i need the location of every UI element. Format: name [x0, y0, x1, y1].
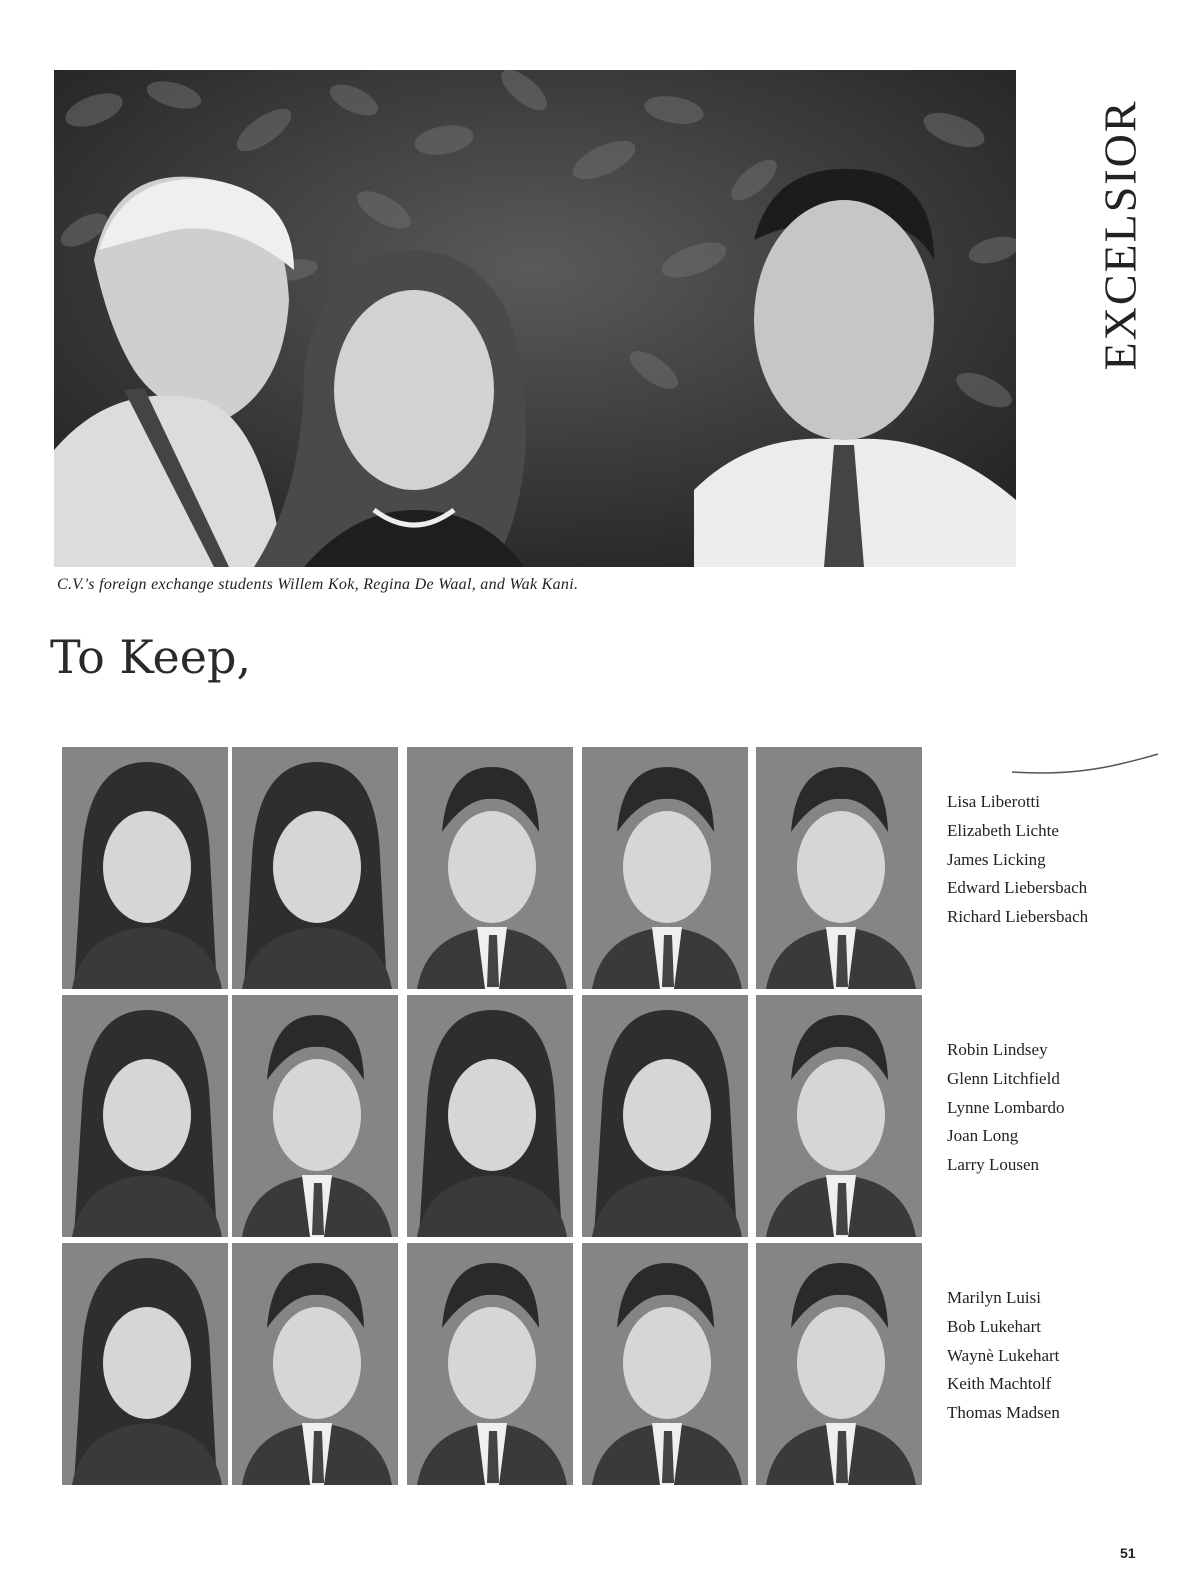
student-portrait: [232, 747, 398, 989]
student-name: Robin Lindsey: [947, 1040, 1048, 1059]
student-portrait: [62, 1243, 228, 1485]
student-name: Waynè Lukehart: [947, 1345, 1060, 1365]
student-name: Edward Liebersbach: [947, 878, 1088, 898]
student-name: Lisa Liberotti: [947, 792, 1041, 811]
student-portrait: [582, 995, 748, 1237]
student-name: Richard Liebersbach: [947, 907, 1089, 927]
student-name: Glenn Litchfield: [947, 1068, 1060, 1088]
student-portrait: [232, 995, 398, 1237]
student-name: Larry Lousen: [947, 1155, 1040, 1175]
student-portrait: [582, 1243, 748, 1485]
student-portrait: [756, 995, 922, 1237]
student-name: James Licking: [947, 849, 1046, 869]
names-group-1: [947, 788, 1088, 932]
student-portrait: [582, 747, 748, 989]
portrait-grid: [62, 747, 924, 1485]
student-name: Marilyn Luisi: [947, 1288, 1041, 1307]
photo-caption: C.V.'s foreign exchange students Willem Kok, Regina De Waal, and Wak Kani.: [57, 576, 579, 593]
side-title: EXCELSIOR: [1094, 99, 1146, 371]
page-heading: To Keep,: [50, 630, 252, 684]
student-name: Lynne Lombardo: [947, 1097, 1065, 1117]
names-group-2: [947, 1036, 1065, 1180]
student-name: Thomas Madsen: [947, 1403, 1060, 1423]
student-portrait: [756, 1243, 922, 1485]
names-group-3: [947, 1284, 1060, 1428]
student-portrait: [407, 1243, 573, 1485]
student-portrait: [407, 995, 573, 1237]
exchange-students-photo: [54, 70, 1016, 567]
student-name: Joan Long: [947, 1126, 1019, 1146]
student-portrait: [62, 995, 228, 1237]
student-name: Bob Lukehart: [947, 1316, 1041, 1336]
student-portrait: [62, 747, 228, 989]
pen-mark-decoration: [1010, 750, 1160, 780]
page-number: 51: [1120, 1545, 1136, 1561]
student-portrait: [407, 747, 573, 989]
student-name: Elizabeth Lichte: [947, 820, 1059, 840]
student-name: Keith Machtolf: [947, 1374, 1052, 1394]
student-portrait: [232, 1243, 398, 1485]
student-portrait: [756, 747, 922, 989]
